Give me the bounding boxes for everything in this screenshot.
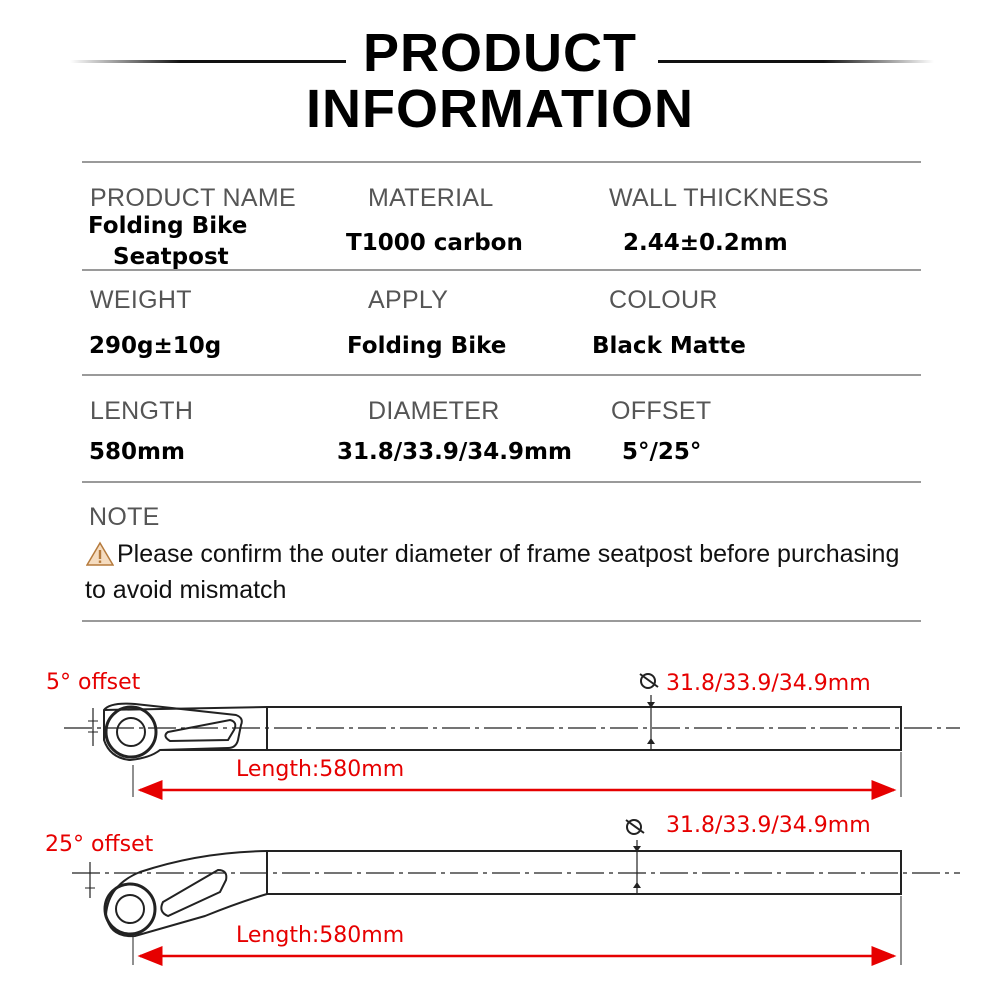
table-divider — [82, 620, 921, 622]
table-divider — [82, 161, 921, 163]
table-divider — [82, 374, 921, 376]
seatpost-5-offset-drawing — [64, 674, 960, 797]
length-label-5: Length:580mm — [236, 757, 405, 782]
spec-value-product-name-line1: Folding Bike — [88, 213, 248, 239]
diameter-symbol-icon — [626, 820, 644, 834]
page-title-line2: INFORMATION — [306, 79, 694, 139]
spec-value-wall-thickness: 2.44±0.2mm — [623, 230, 788, 256]
length-label-25: Length:580mm — [236, 923, 405, 948]
diameter-label-5: 31.8/33.9/34.9mm — [666, 671, 871, 696]
spec-value-material: T1000 carbon — [346, 230, 523, 256]
note-text-line2: to avoid mismatch — [85, 576, 287, 604]
offset-label-25: 25° offset — [45, 832, 154, 857]
spec-label-weight: WEIGHT — [90, 286, 192, 314]
page-title-line1: PRODUCT — [363, 23, 637, 83]
spec-label-colour: COLOUR — [609, 286, 718, 314]
note-label: NOTE — [89, 503, 160, 531]
spec-label-material: MATERIAL — [368, 184, 494, 212]
diameter-symbol-icon — [640, 674, 658, 688]
spec-value-length: 580mm — [89, 439, 185, 465]
offset-label-5: 5° offset — [46, 670, 141, 695]
table-divider — [82, 481, 921, 483]
spec-label-diameter: DIAMETER — [368, 397, 500, 425]
spec-value-weight: 290g±10g — [89, 333, 222, 359]
spec-value-colour: Black Matte — [592, 333, 746, 359]
spec-label-offset: OFFSET — [611, 397, 712, 425]
spec-label-wall-thickness: WALL THICKNESS — [609, 184, 829, 212]
note-text-line1: Please confirm the outer diameter of frame seatpost before purchasing — [117, 540, 900, 568]
spec-label-product-name: PRODUCT NAME — [90, 184, 296, 212]
seatpost-drawings — [0, 640, 1000, 999]
seatpost-25-offset-drawing — [72, 820, 960, 965]
spec-value-diameter: 31.8/33.9/34.9mm — [337, 439, 572, 465]
diameter-label-25: 31.8/33.9/34.9mm — [666, 813, 871, 838]
spec-value-offset: 5°/25° — [622, 439, 702, 465]
spec-value-product-name-line2: Seatpost — [113, 244, 229, 270]
warning-triangle-icon — [86, 541, 114, 567]
spec-label-apply: APPLY — [368, 286, 449, 314]
spec-label-length: LENGTH — [90, 397, 194, 425]
spec-value-apply: Folding Bike — [347, 333, 507, 359]
